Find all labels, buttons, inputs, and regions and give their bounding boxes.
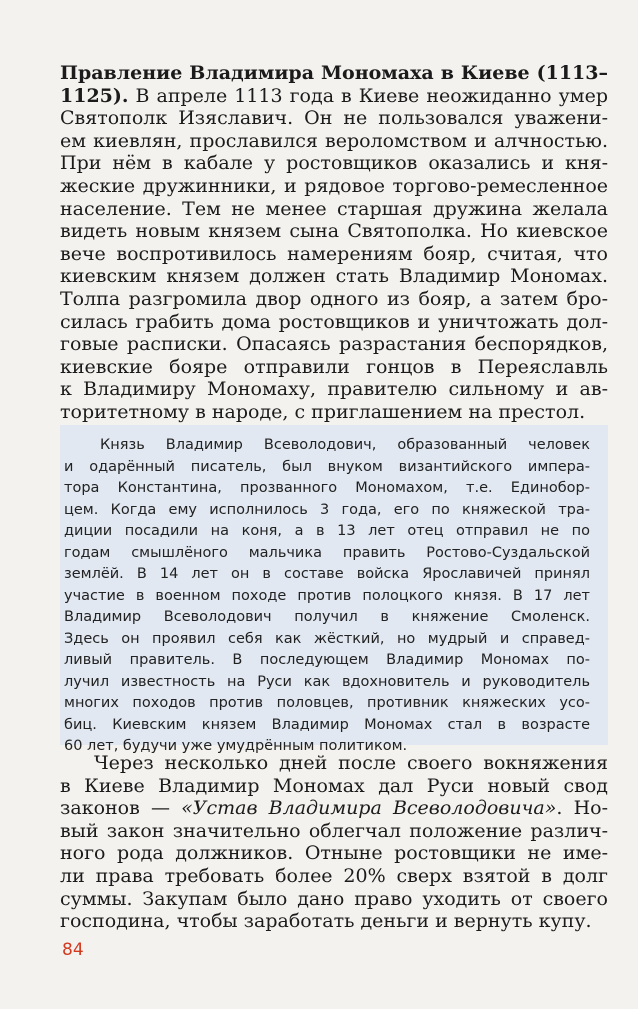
paragraph-line-with-title (60, 797, 608, 820)
sidebar-line: лучил известность на Руси как вдохновитель и руководитель (64, 673, 590, 690)
paragraph-line: господина, чтобы заработать деньги и вернуть купу. (60, 910, 592, 933)
sidebar-line: землёй. В 14 лет он в составе войска Ярославичей принял (64, 566, 590, 582)
sidebar-line: Князь Владимир Всеволодович, образованный человек (100, 437, 590, 453)
sidebar-line: и одарённый писатель, был внуком византийского импера- (64, 458, 590, 475)
sidebar-line: ливый правитель. В последующем Владимир Мономах по- (64, 652, 590, 668)
paragraph-line: Святополк Изяславич. Он не пользовался уважени- (60, 107, 608, 130)
paragraph-line: суммы. Закупам было дано право уходить от своего (60, 887, 608, 910)
paragraph-text: В апреле 1113 года в Киеве неожиданно умер (128, 84, 608, 107)
sidebar-line: тора Константина, прозванного Мономахом, т.е. Единобор- (64, 480, 590, 496)
sidebar-line: многих походов против половцев, противник княжеских усо- (64, 695, 590, 711)
sidebar-line: участие в военном походе против полоцкого князя. В 17 лет (64, 587, 590, 604)
paragraph-line: к Владимиру Мономаху, правителю сильному и ав- (60, 378, 608, 401)
paragraph-line: видеть новым князем сына Святополка. Но киевское (60, 220, 608, 243)
paragraph-line: вече воспротивилось намерениям бояр, считая, что (60, 242, 608, 265)
paragraph-line: Через несколько дней после своего вокняжения (94, 752, 608, 774)
paragraph-line: в Киеве Владимир Мономах дал Руси новый свод (60, 774, 608, 797)
paragraph-line: торитетному в народе, с приглашением на престол. (60, 400, 586, 423)
paragraph-line: киевские бояре отправили гонцов в Переяславль (60, 355, 608, 378)
heading-continuation-line (60, 85, 608, 108)
sidebar-line: диции посадили на коня, а в 13 лет отец отправил не по (64, 523, 590, 539)
sidebar-line: цем. Когда ему исполнилось 3 года, его по княжеской тра- (64, 501, 590, 518)
paragraph-line: ного рода должников. Отныне ростовщики не име- (60, 842, 608, 865)
paragraph-text: законов — (60, 797, 182, 820)
paragraph-line: вый закон значительно облегчал положение различ- (60, 819, 608, 842)
biography-text (64, 435, 590, 758)
continuation-paragraph (60, 752, 608, 933)
paragraph-line: киевским князем должен стать Владимир Мономах. (60, 265, 608, 288)
sidebar-line: биц. Киевским князем Владимир Мономах стал в возрасте (64, 716, 590, 733)
biography-sidebar (60, 425, 608, 754)
sidebar-line: годам смышлёного мальчика править Ростово-Суздальской (64, 544, 590, 561)
sidebar-line: Здесь он проявил себя как жёсткий, но мудрый и справед- (64, 630, 590, 647)
section-heading: Правление Владимира Мономаха в Киеве (1113– (60, 62, 608, 84)
sidebar-line: 60 лет, будучи уже умудрённым политиком. (64, 738, 408, 754)
paragraph-text: . Но- (556, 797, 609, 820)
paragraph-line: ли права требовать более 20% сверх взятой в долг (60, 864, 608, 887)
sidebar-line: Владимир Всеволодович получил в княжение Смоленск. (64, 609, 590, 625)
paragraph-line: население. Тем не менее старшая дружина желала (60, 197, 608, 220)
paragraph-line: жеские дружинники, и рядовое торгово-ремесленное (60, 174, 608, 197)
paragraph-line: Толпа разгромила двор одного из бояр, а затем бро- (60, 287, 608, 310)
page-number: 84 (62, 940, 84, 960)
paragraph-line: силась грабить дома ростовщиков и уничтожать дол- (60, 310, 608, 333)
section-heading-years: 1125). (60, 84, 129, 107)
paragraph-line: При нём в кабале у ростовщиков оказались и кня- (60, 152, 608, 175)
paragraph-line: говые расписки. Опасаясь разрастания беспорядков, (60, 333, 608, 356)
paragraph-line: ем киевлян, прославился вероломством и алчностью. (60, 129, 608, 152)
law-title: «Устав Владимира Всеволодовича» (181, 797, 557, 820)
section-paragraph (60, 62, 608, 424)
